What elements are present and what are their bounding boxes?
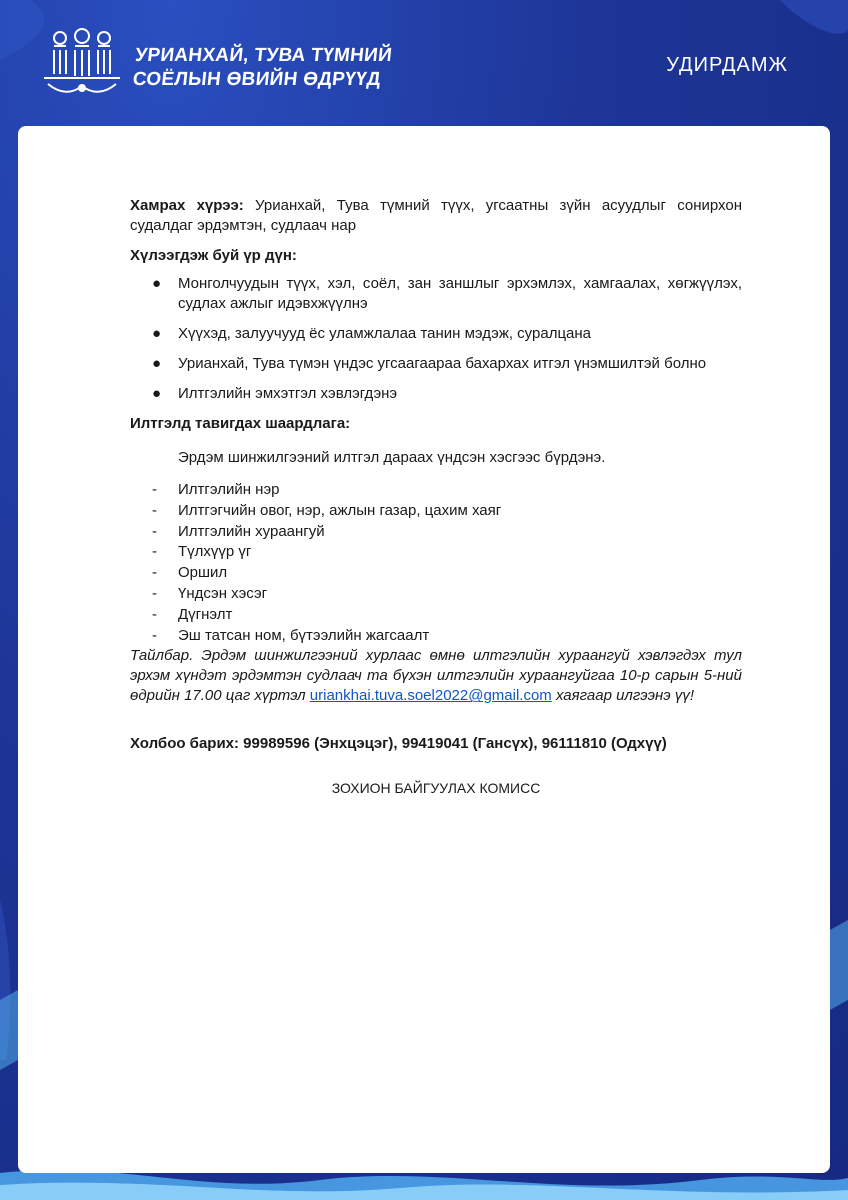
list-item: - Илтгэлийн хураангуй [152, 522, 325, 540]
results-heading: Хүлээгдэж буй үр дүн: [130, 247, 297, 264]
list-item: - Дүгнэлт [152, 605, 233, 623]
document-type: УДИРДАМЖ [666, 54, 788, 76]
results-list [130, 274, 742, 404]
list-item: ● Хүүхэд, залуучууд ёс уламжлалаа танин мэдэж, суралцана [152, 325, 592, 342]
requirements-heading: Илтгэлд тавигдах шаардлага: [130, 415, 351, 432]
list-item: - Илтгэгчийн овог, нэр, ажлын газар, цахим хаяг [152, 501, 502, 519]
scope-label: Хамрах хүрээ: [130, 197, 244, 214]
document-page [18, 126, 830, 1173]
email-link[interactable]: uriankhai.tuva.soel2022@gmail.com [309, 687, 552, 705]
list-item: ● Илтгэлийн эмхэтгэл хэвлэгдэнэ [152, 385, 398, 402]
ornament-logo-icon [40, 28, 124, 98]
note-paragraph [130, 646, 742, 706]
brand-line-1: УРИАНХАЙ, ТУВА ТҮМНИЙ [134, 45, 394, 66]
brand-title [131, 44, 393, 92]
list-item: - Түлхүүр үг [152, 543, 252, 561]
list-item: - Илтгэлийн нэр [152, 481, 280, 498]
list-item: - Үндсэн хэсэг [152, 584, 268, 602]
header [0, 0, 848, 126]
list-item: ● Монголчуудын түүх, хэл, соёл, зан заншлыг эрхэмлэх, хамгаалах, хөгжүүлэх, судлах ажлыг идэвхжүүлнэ [152, 275, 742, 312]
parts-list [130, 480, 742, 646]
note-text-end: хаягаар илгээнэ үү! [551, 687, 695, 705]
document-content [130, 196, 742, 798]
requirements-intro: Эрдэм шинжилгээний илтгэл дараах үндсэн хэсгээс бүрдэнэ. [178, 449, 606, 466]
brand-line-2: СОЁЛЫН ӨВИЙН ӨДРҮҮД [131, 69, 382, 90]
organizer: ЗОХИОН БАЙГУУЛАХ КОМИСС [331, 780, 541, 797]
note-text: Тайлбар. Эрдэм шинжилгээний хурлаас өмнө илтгэлийн хураангуй хэвлэгдэх тул эрхэм хүндэт эрдэмтэн судлаач та бүхэн илтгэлийн хураангуйгаа 10-р сарын 5-ний өдрийн 17.00 цаг хүртэл [130, 647, 742, 705]
list-item: - Эш татсан ном, бүтээлийн жагсаалт [152, 626, 430, 644]
contact-line: Холбоо барих: 99989596 (Энхцэцэг), 99419041 (Гансүх), 96111810 (Одхүү) [130, 735, 667, 753]
scope-paragraph [130, 196, 742, 236]
scope-text: Урианхай, Тува түмний түүх, угсаатны зүйн асуудлыг сонирхон судалдаг эрдэмтэн, судлаач нар [130, 197, 742, 234]
list-item: - Оршил [152, 564, 228, 582]
list-item: ● Урианхай, Тува түмэн үндэс угсаагаараа бахархах итгэл үнэмшилтэй болно [152, 355, 707, 372]
